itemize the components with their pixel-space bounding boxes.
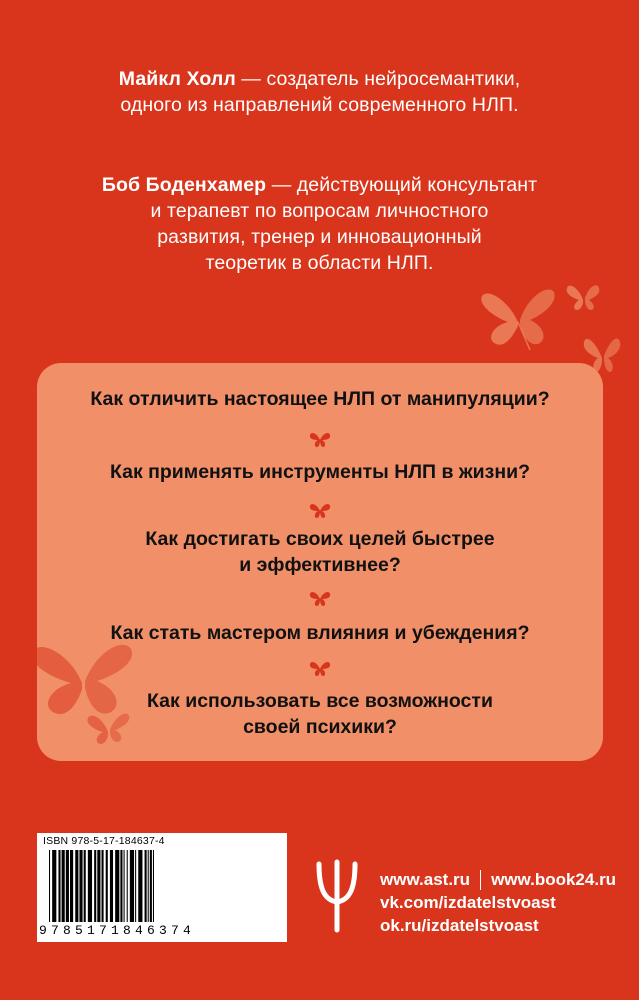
isbn-label: ISBN 978-5-17-184637-4 bbox=[43, 835, 165, 847]
author-bio-line: — действующий консультант bbox=[266, 174, 538, 196]
publisher-psi-logo-icon bbox=[314, 858, 360, 934]
question-line: и эффективнее? bbox=[239, 554, 401, 576]
barcode-bar bbox=[62, 850, 65, 922]
question-line: Как достигать своих целей быстрее bbox=[145, 528, 495, 550]
barcode-bar bbox=[150, 850, 152, 922]
barcode-bar bbox=[49, 850, 50, 922]
butterfly-separator-icon bbox=[309, 659, 331, 677]
author-name: Боб Боденхамер bbox=[101, 174, 267, 196]
barcode-bar bbox=[79, 850, 82, 922]
barcode-bar bbox=[52, 850, 56, 922]
isbn-barcode bbox=[37, 833, 287, 942]
barcode-bar bbox=[88, 850, 92, 922]
questions-panel bbox=[37, 363, 603, 761]
butterfly-separator-icon bbox=[309, 501, 331, 519]
barcode-bar bbox=[75, 850, 78, 922]
question-5 bbox=[37, 688, 603, 740]
ean-digits: 9785171846374 bbox=[39, 923, 196, 938]
barcode-bar bbox=[70, 850, 73, 922]
barcode-bar bbox=[120, 850, 122, 922]
question-line: Как применять инструменты НЛП в жизни? bbox=[109, 461, 531, 483]
link-book24: www.book24.ru bbox=[491, 870, 617, 889]
butterfly-separator-icon bbox=[309, 430, 331, 448]
author-bio-line: теоретик в области НЛП. bbox=[205, 252, 434, 274]
link-ast: www.ast.ru bbox=[380, 870, 471, 889]
question-line: своей психики? bbox=[243, 716, 397, 738]
barcode-bar bbox=[138, 850, 142, 922]
barcode-bar bbox=[124, 850, 125, 922]
barcode-bar bbox=[148, 850, 149, 922]
author-bio-hall bbox=[40, 66, 599, 118]
author-bio-line: — создатель нейросемантики, bbox=[235, 68, 521, 90]
links-divider bbox=[480, 870, 481, 890]
question-4 bbox=[37, 620, 603, 646]
butterfly-small-icon bbox=[565, 280, 601, 314]
publisher-links bbox=[380, 868, 616, 937]
question-3 bbox=[37, 526, 603, 578]
barcode-bar bbox=[84, 850, 86, 922]
author-bio-line: и терапевт по вопросам личностного bbox=[150, 200, 489, 222]
barcode-bar bbox=[106, 850, 108, 922]
barcode-bar bbox=[135, 850, 136, 922]
barcode-bar bbox=[130, 850, 134, 922]
author-name: Майкл Холл bbox=[118, 68, 236, 90]
question-line: Как отличить настоящее НЛП от манипуляции? bbox=[90, 388, 550, 410]
question-2 bbox=[37, 459, 603, 485]
author-bio-bodenhamer bbox=[40, 172, 599, 276]
barcode-bar bbox=[145, 850, 147, 922]
barcode-bar bbox=[94, 850, 96, 922]
barcode-bar bbox=[153, 850, 154, 922]
question-1 bbox=[37, 386, 603, 412]
link-ok: ok.ru/izdatelstvoast bbox=[380, 916, 539, 935]
barcode-bar bbox=[102, 850, 104, 922]
author-bio-line: одного из направлений современного НЛП. bbox=[120, 94, 519, 116]
question-line: Как использовать все возможности bbox=[147, 690, 493, 712]
butterfly-separator-icon bbox=[309, 589, 331, 607]
barcode-bar bbox=[66, 850, 69, 922]
barcode-bar bbox=[115, 850, 119, 922]
barcode-bar bbox=[58, 850, 60, 922]
link-vk: vk.com/izdatelstvoast bbox=[380, 893, 556, 912]
butterfly-large-icon bbox=[478, 282, 558, 354]
author-bio-line: развития, тренер и инновационный bbox=[157, 226, 482, 248]
barcode-bar bbox=[127, 850, 128, 922]
barcode-bar bbox=[110, 850, 113, 922]
barcode-bar bbox=[97, 850, 100, 922]
barcode-bars bbox=[47, 850, 277, 922]
question-line: Как стать мастером влияния и убеждения? bbox=[110, 622, 530, 644]
